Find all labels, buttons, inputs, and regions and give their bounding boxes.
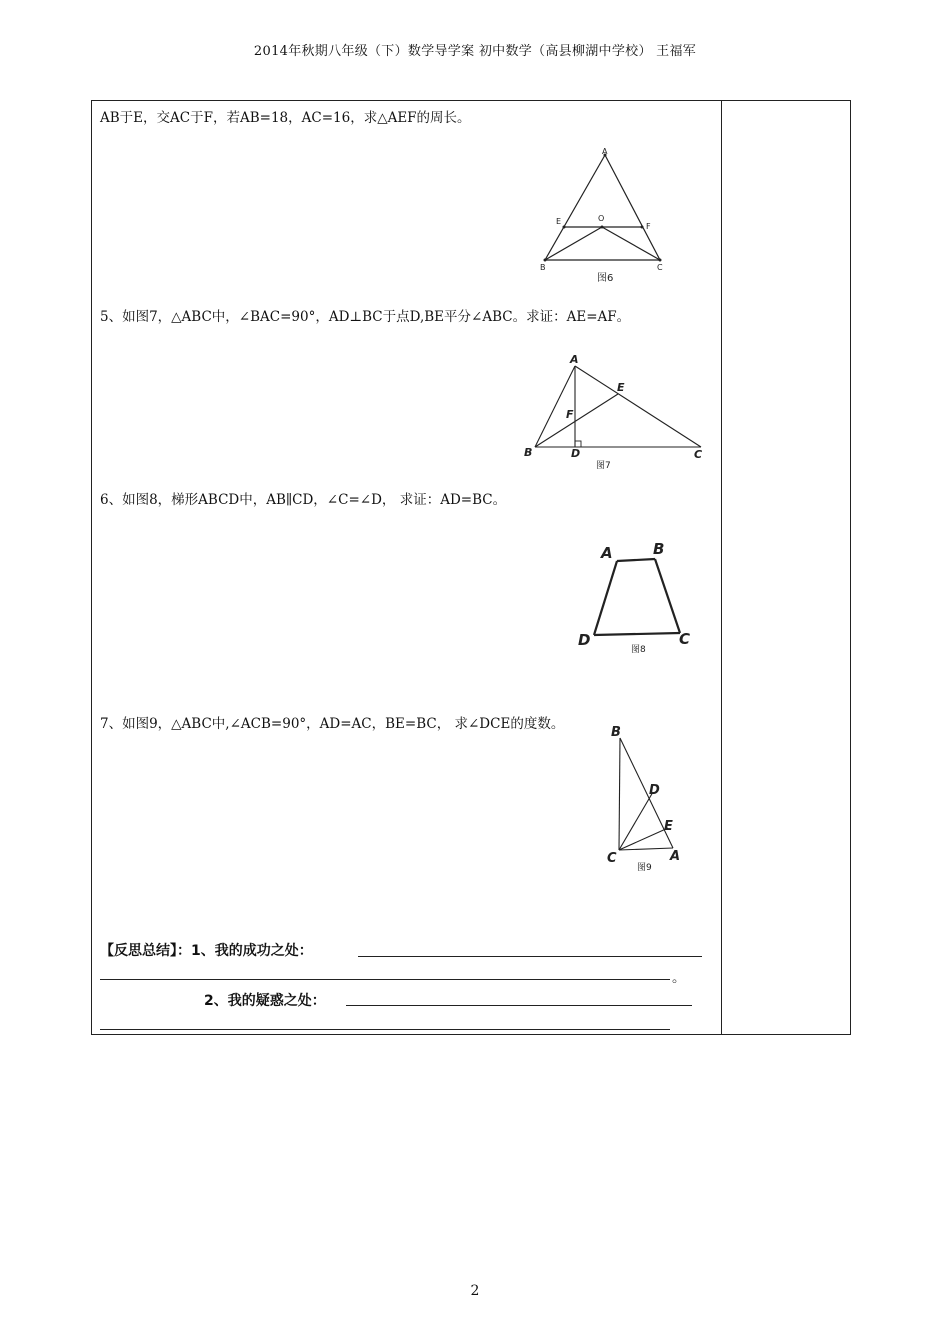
fig6-caption: 图6 [597, 273, 614, 284]
reflection-item-1: ：1、我的成功之处： [177, 943, 313, 959]
fig6-label-o: O [598, 214, 605, 223]
fig8-label-b: B [653, 540, 665, 558]
fig6-label-f: F [646, 222, 651, 231]
reflection-item-2: 2、我的疑惑之处： [204, 993, 326, 1009]
problem-5-text: 5、如图7，△ABC中，∠BAC=90°，AD⊥BC于点D,BE平分∠ABC。求证：AE=AF。 [100, 309, 631, 325]
fig6-label-e: E [556, 217, 562, 226]
fig6-label-b: B [540, 263, 546, 272]
worksheet-table [91, 100, 851, 1035]
fig9-label-c: C [607, 851, 617, 866]
fig9-label-e: E [664, 819, 673, 834]
problem-4-text: AB于E，交AC于F，若AB=18，AC=16，求△AEF的周长。 [100, 110, 471, 126]
fig8-caption: 图8 [631, 645, 646, 655]
fig7-caption: 图7 [596, 461, 611, 471]
problem-6-text: 6、如图8，梯形ABCD中，AB∥CD，∠C=∠D， 求证：AD=BC。 [100, 492, 507, 508]
answer-line-1b[interactable] [100, 979, 670, 980]
fig9-label-a: A [670, 849, 681, 864]
figure-6 [530, 145, 680, 290]
fig8-label-a: A [601, 544, 613, 562]
page-header: 2014年秋期八年级（下）数学导学案 初中数学（高县柳湖中学校） 王福军 [253, 44, 697, 59]
figure-7 [520, 350, 710, 475]
answer-line-1a[interactable] [358, 956, 702, 957]
fig7-label-c: C [694, 448, 703, 461]
answer-line-2b[interactable] [100, 1029, 670, 1030]
fig7-label-d: D [571, 447, 581, 460]
fig9-label-d: D [649, 783, 660, 798]
fig6-label-a: A [602, 147, 608, 156]
page-number: 2 [470, 1283, 480, 1299]
reflection-title [100, 940, 313, 960]
fig9-label-b: B [611, 725, 621, 740]
figure-9 [600, 722, 695, 877]
fig7-label-b: B [524, 446, 533, 459]
figure-8 [570, 535, 700, 660]
fig8-label-d: D [578, 631, 591, 649]
fig7-label-f: F [566, 408, 574, 421]
answer-line-2a[interactable] [346, 1005, 692, 1006]
fig6-label-c: C [657, 263, 663, 272]
fig9-caption: 图9 [637, 863, 652, 873]
reflection-heading: 【反思总结】 [100, 943, 177, 959]
end-mark: 。 [672, 970, 686, 986]
problem-7-text: 7、如图9，△ABC中,∠ACB=90°，AD=AC，BE=BC， 求∠DCE的度数。 [100, 716, 565, 732]
fig7-label-a: A [570, 353, 579, 366]
fig8-label-c: C [679, 630, 691, 648]
fig7-label-e: E [617, 381, 625, 394]
table-column-divider [721, 100, 722, 1035]
